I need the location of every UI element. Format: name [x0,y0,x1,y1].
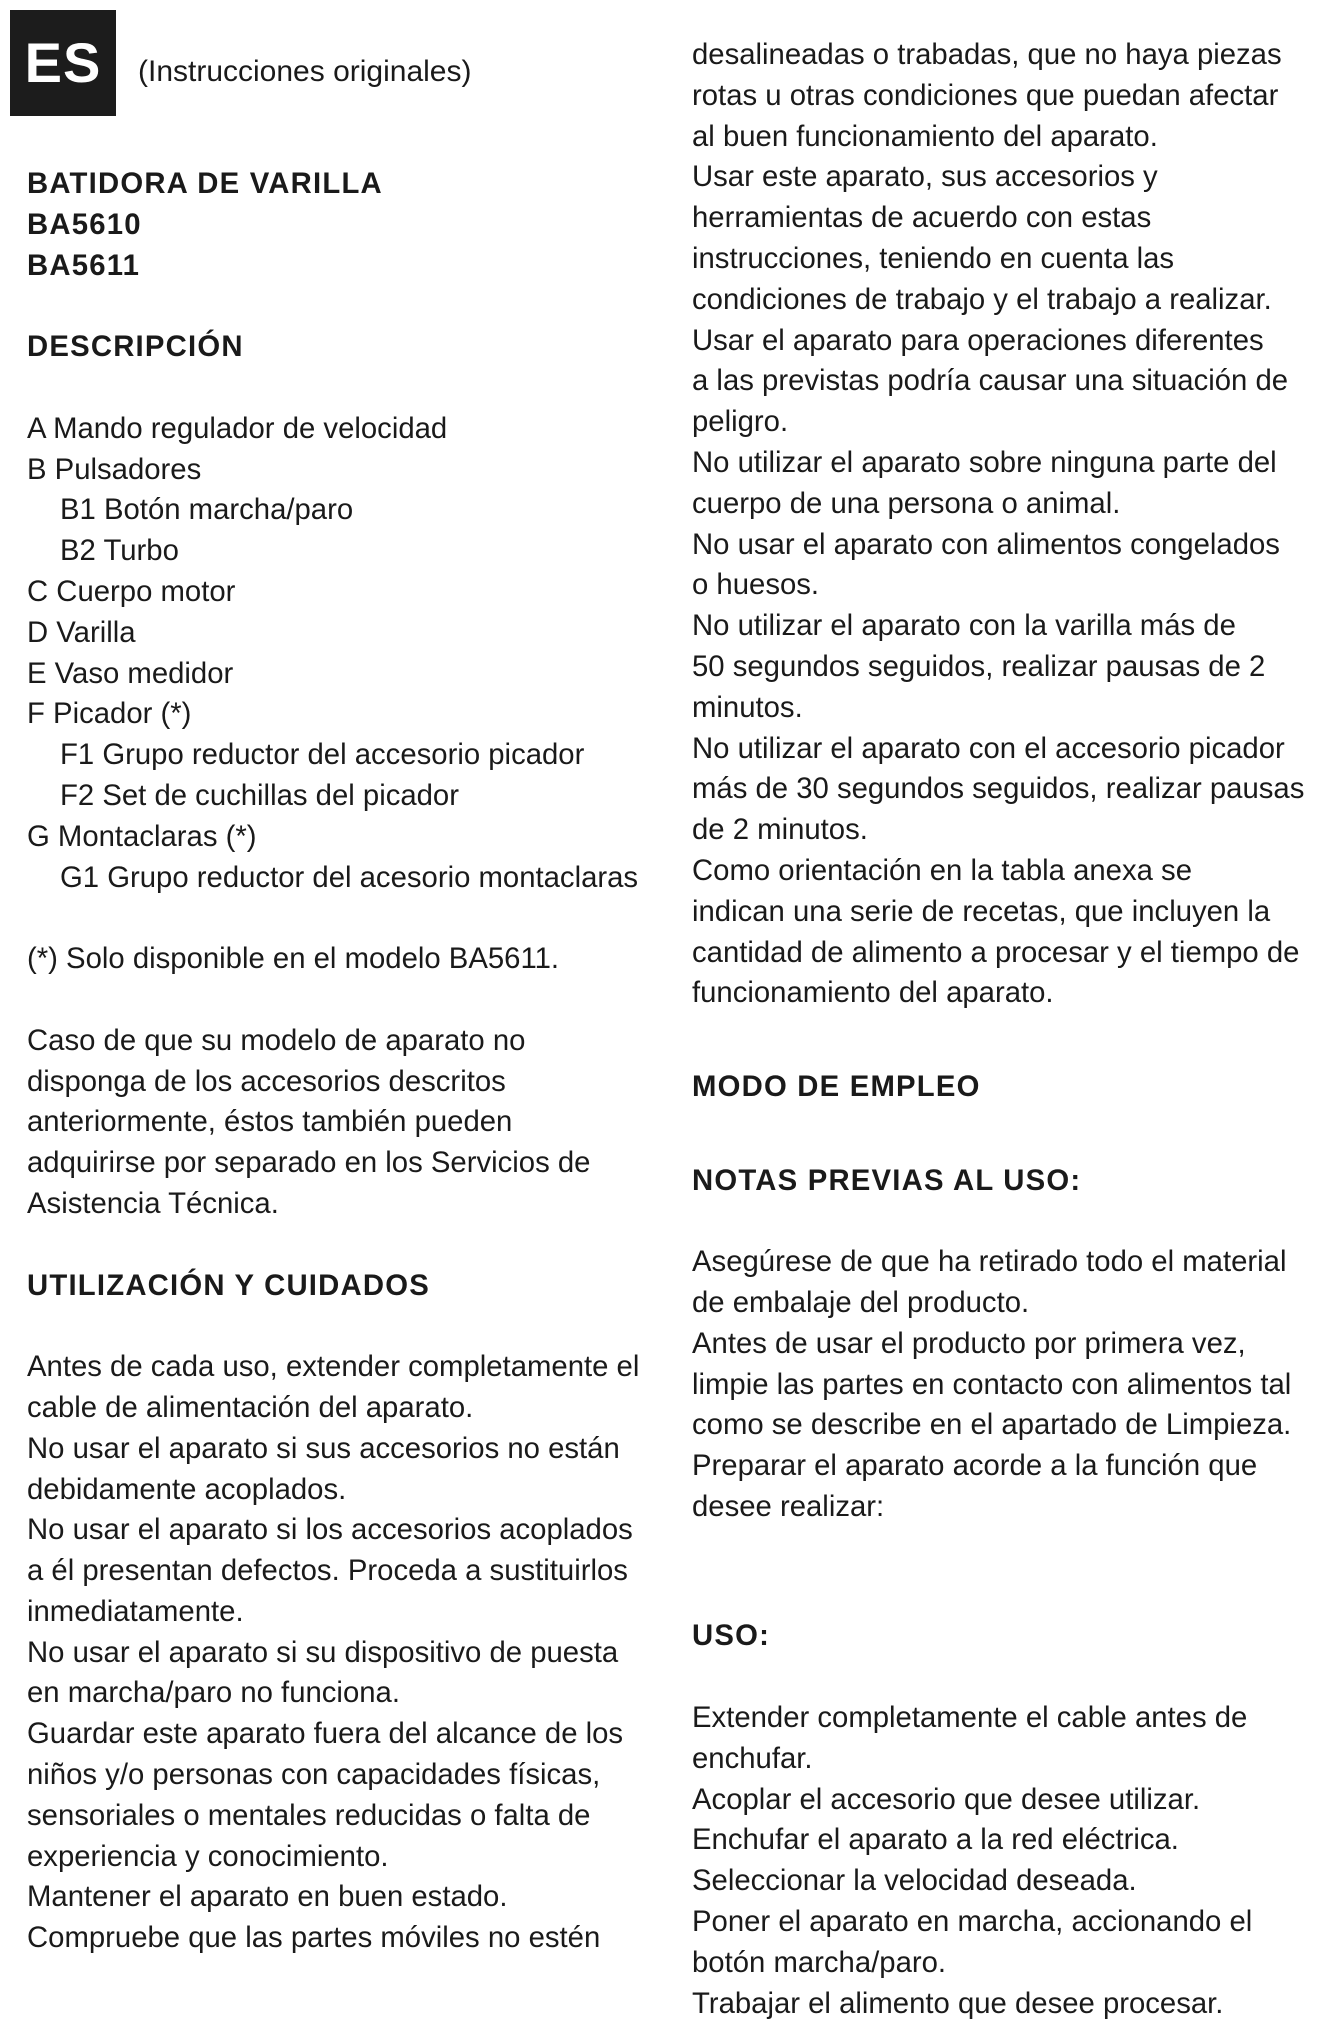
paragraph-line: limpie las partes en contacto con alimentos tal [692,1367,1292,1401]
parts-list-subitem: F2 Set de cuchillas del picador [60,778,459,812]
parts-list-item: E Vaso medidor [27,656,234,690]
paragraph-line: Poner el aparato en marcha, accionando el [692,1905,1253,1939]
paragraph-line: Guardar este aparato fuera del alcance de los [27,1717,624,1751]
paragraph-line: Preparar el aparato acorde a la función que [692,1449,1258,1483]
paragraph-line: No usar el aparato si sus accesorios no están [27,1431,620,1465]
use-care-continued [692,35,1312,1014]
paragraph-line: cantidad de alimento a procesar y el tiempo de [692,935,1300,969]
left-column [27,164,667,1959]
paragraph-line: adquirirse por separado en los Servicios de [27,1146,591,1180]
paragraph-line: rotas u otras condiciones que puedan afectar [692,78,1279,112]
paragraph-line: experiencia y conocimiento. [27,1839,389,1873]
paragraph-line: indican una serie de recetas, que incluyen la [692,894,1271,928]
use-care-text [27,1347,667,1959]
paragraph-line: Enchufar el aparato a la red eléctrica. [692,1823,1179,1857]
paragraph-line: anteriormente, éstos también pueden [27,1105,513,1139]
paragraph-line: inmediatamente. [27,1594,244,1628]
paragraph-line: al buen funcionamiento del aparato. [692,119,1158,153]
paragraph-line: Usar este aparato, sus accesorios y [692,160,1158,194]
paragraph-line: Antes de usar el producto por primera vez, [692,1326,1246,1360]
section-heading-use: USO: [692,1619,771,1653]
right-column [692,35,1312,2024]
paragraph-line: cuerpo de una persona o animal. [692,486,1121,520]
paragraph-line: No utilizar el aparato sobre ninguna parte del [692,445,1277,479]
paragraph-line: No usar el aparato si su dispositivo de puesta [27,1635,619,1669]
paragraph-line: Acoplar el accesorio que desee utilizar. [692,1782,1201,1816]
model-number: BA5610 [27,207,142,241]
paragraph-line: Mantener el aparato en buen estado. [27,1880,508,1914]
paragraph-line: 50 segundos seguidos, realizar pausas de 2 [692,649,1266,683]
paragraph-line: de 2 minutos. [692,813,868,847]
parts-list-subitem: F1 Grupo reductor del accesorio picador [60,738,585,772]
paragraph-line: Trabajar el alimento que desee procesar. [692,1986,1224,2020]
paragraph-line: niños y/o personas con capacidades físicas, [27,1758,601,1792]
paragraph-line: a él presentan defectos. Proceda a sustituirlos [27,1554,628,1588]
paragraph-line: peligro. [692,405,789,439]
paragraph-line: más de 30 segundos seguidos, realizar pausas [692,772,1305,806]
parts-list [27,409,667,899]
paragraph-line: en marcha/paro no funciona. [27,1676,400,1710]
paragraph-line: a las previstas podría causar una situación de [692,364,1289,398]
parts-list-item: C Cuerpo motor [27,574,236,608]
paragraph-line: minutos. [692,690,803,724]
pre-use-notes-text [692,1242,1312,1528]
parts-list-item: A Mando regulador de velocidad [27,411,448,445]
parts-list-subitem: B1 Botón marcha/paro [60,493,354,527]
paragraph-line: Seleccionar la velocidad deseada. [692,1864,1137,1898]
paragraph-line: No usar el aparato si los accesorios acoplados [27,1513,633,1547]
paragraph-line: disponga de los accesorios descritos [27,1064,506,1098]
paragraph-line: sensoriales o mentales reducidas o falta de [27,1798,591,1832]
paragraph-line: condiciones de trabajo y el trabajo a realizar. [692,282,1272,316]
original-instructions-note: (Instrucciones originales) [138,55,472,88]
availability-footnote: (*) Solo disponible en el modelo BA5611. [27,942,560,976]
paragraph-line: desee realizar: [692,1489,885,1523]
paragraph-line: No utilizar el aparato con la varilla más de [692,609,1236,643]
paragraph-line: funcionamiento del aparato. [692,976,1054,1010]
paragraph-line: de embalaje del producto. [692,1285,1030,1319]
paragraph-line: No utilizar el aparato con el accesorio picador [692,731,1285,765]
paragraph-line: o huesos. [692,568,820,602]
parts-list-item: G Montaclaras (*) [27,819,257,853]
paragraph-line: debidamente acoplados. [27,1472,347,1506]
parts-list-item: D Varilla [27,615,136,649]
section-heading-use-care: UTILIZACIÓN Y CUIDADOS [27,1268,430,1302]
paragraph-line: cable de alimentación del aparato. [27,1390,474,1424]
paragraph-line: Asegúrese de que ha retirado todo el material [692,1245,1287,1279]
paragraph-line: como se describe en el apartado de Limpieza. [692,1408,1292,1442]
paragraph-line: Extender completamente el cable antes de [692,1701,1248,1735]
paragraph-line: herramientas de acuerdo con estas [692,201,1152,235]
use-steps-text [692,1698,1312,2024]
section-heading-mode-of-use: MODO DE EMPLEO [692,1069,981,1103]
parts-list-subitem: B2 Turbo [60,534,179,568]
paragraph-line: Caso de que su modelo de aparato no [27,1023,526,1057]
paragraph-line: Asistencia Técnica. [27,1186,279,1220]
language-badge: ES [10,10,116,116]
product-title: BATIDORA DE VARILLA [27,167,383,200]
paragraph-line: botón marcha/paro. [692,1945,947,1979]
paragraph-line: desalineadas o trabadas, que no haya piezas [692,38,1282,71]
paragraph-line: enchufar. [692,1741,813,1775]
paragraph-line: instrucciones, teniendo en cuenta las [692,241,1175,275]
paragraph-line: Usar el aparato para operaciones diferentes [692,323,1264,357]
section-heading-pre-use-notes: NOTAS PREVIAS AL USO: [692,1163,1082,1197]
section-heading-description: DESCRIPCIÓN [27,330,244,364]
parts-list-subitem: G1 Grupo reductor del acesorio montaclaras [60,860,639,894]
paragraph-line: Antes de cada uso, extender completamente el [27,1350,640,1384]
paragraph-line: Compruebe que las partes móviles no estén [27,1921,601,1955]
accessories-paragraph [27,1021,667,1225]
paragraph-line: No usar el aparato con alimentos congelados [692,527,1280,561]
paragraph-line: Como orientación en la tabla anexa se [692,853,1192,887]
parts-list-item: F Picador (*) [27,697,192,731]
model-number: BA5611 [27,248,141,282]
parts-list-item: B Pulsadores [27,452,202,486]
